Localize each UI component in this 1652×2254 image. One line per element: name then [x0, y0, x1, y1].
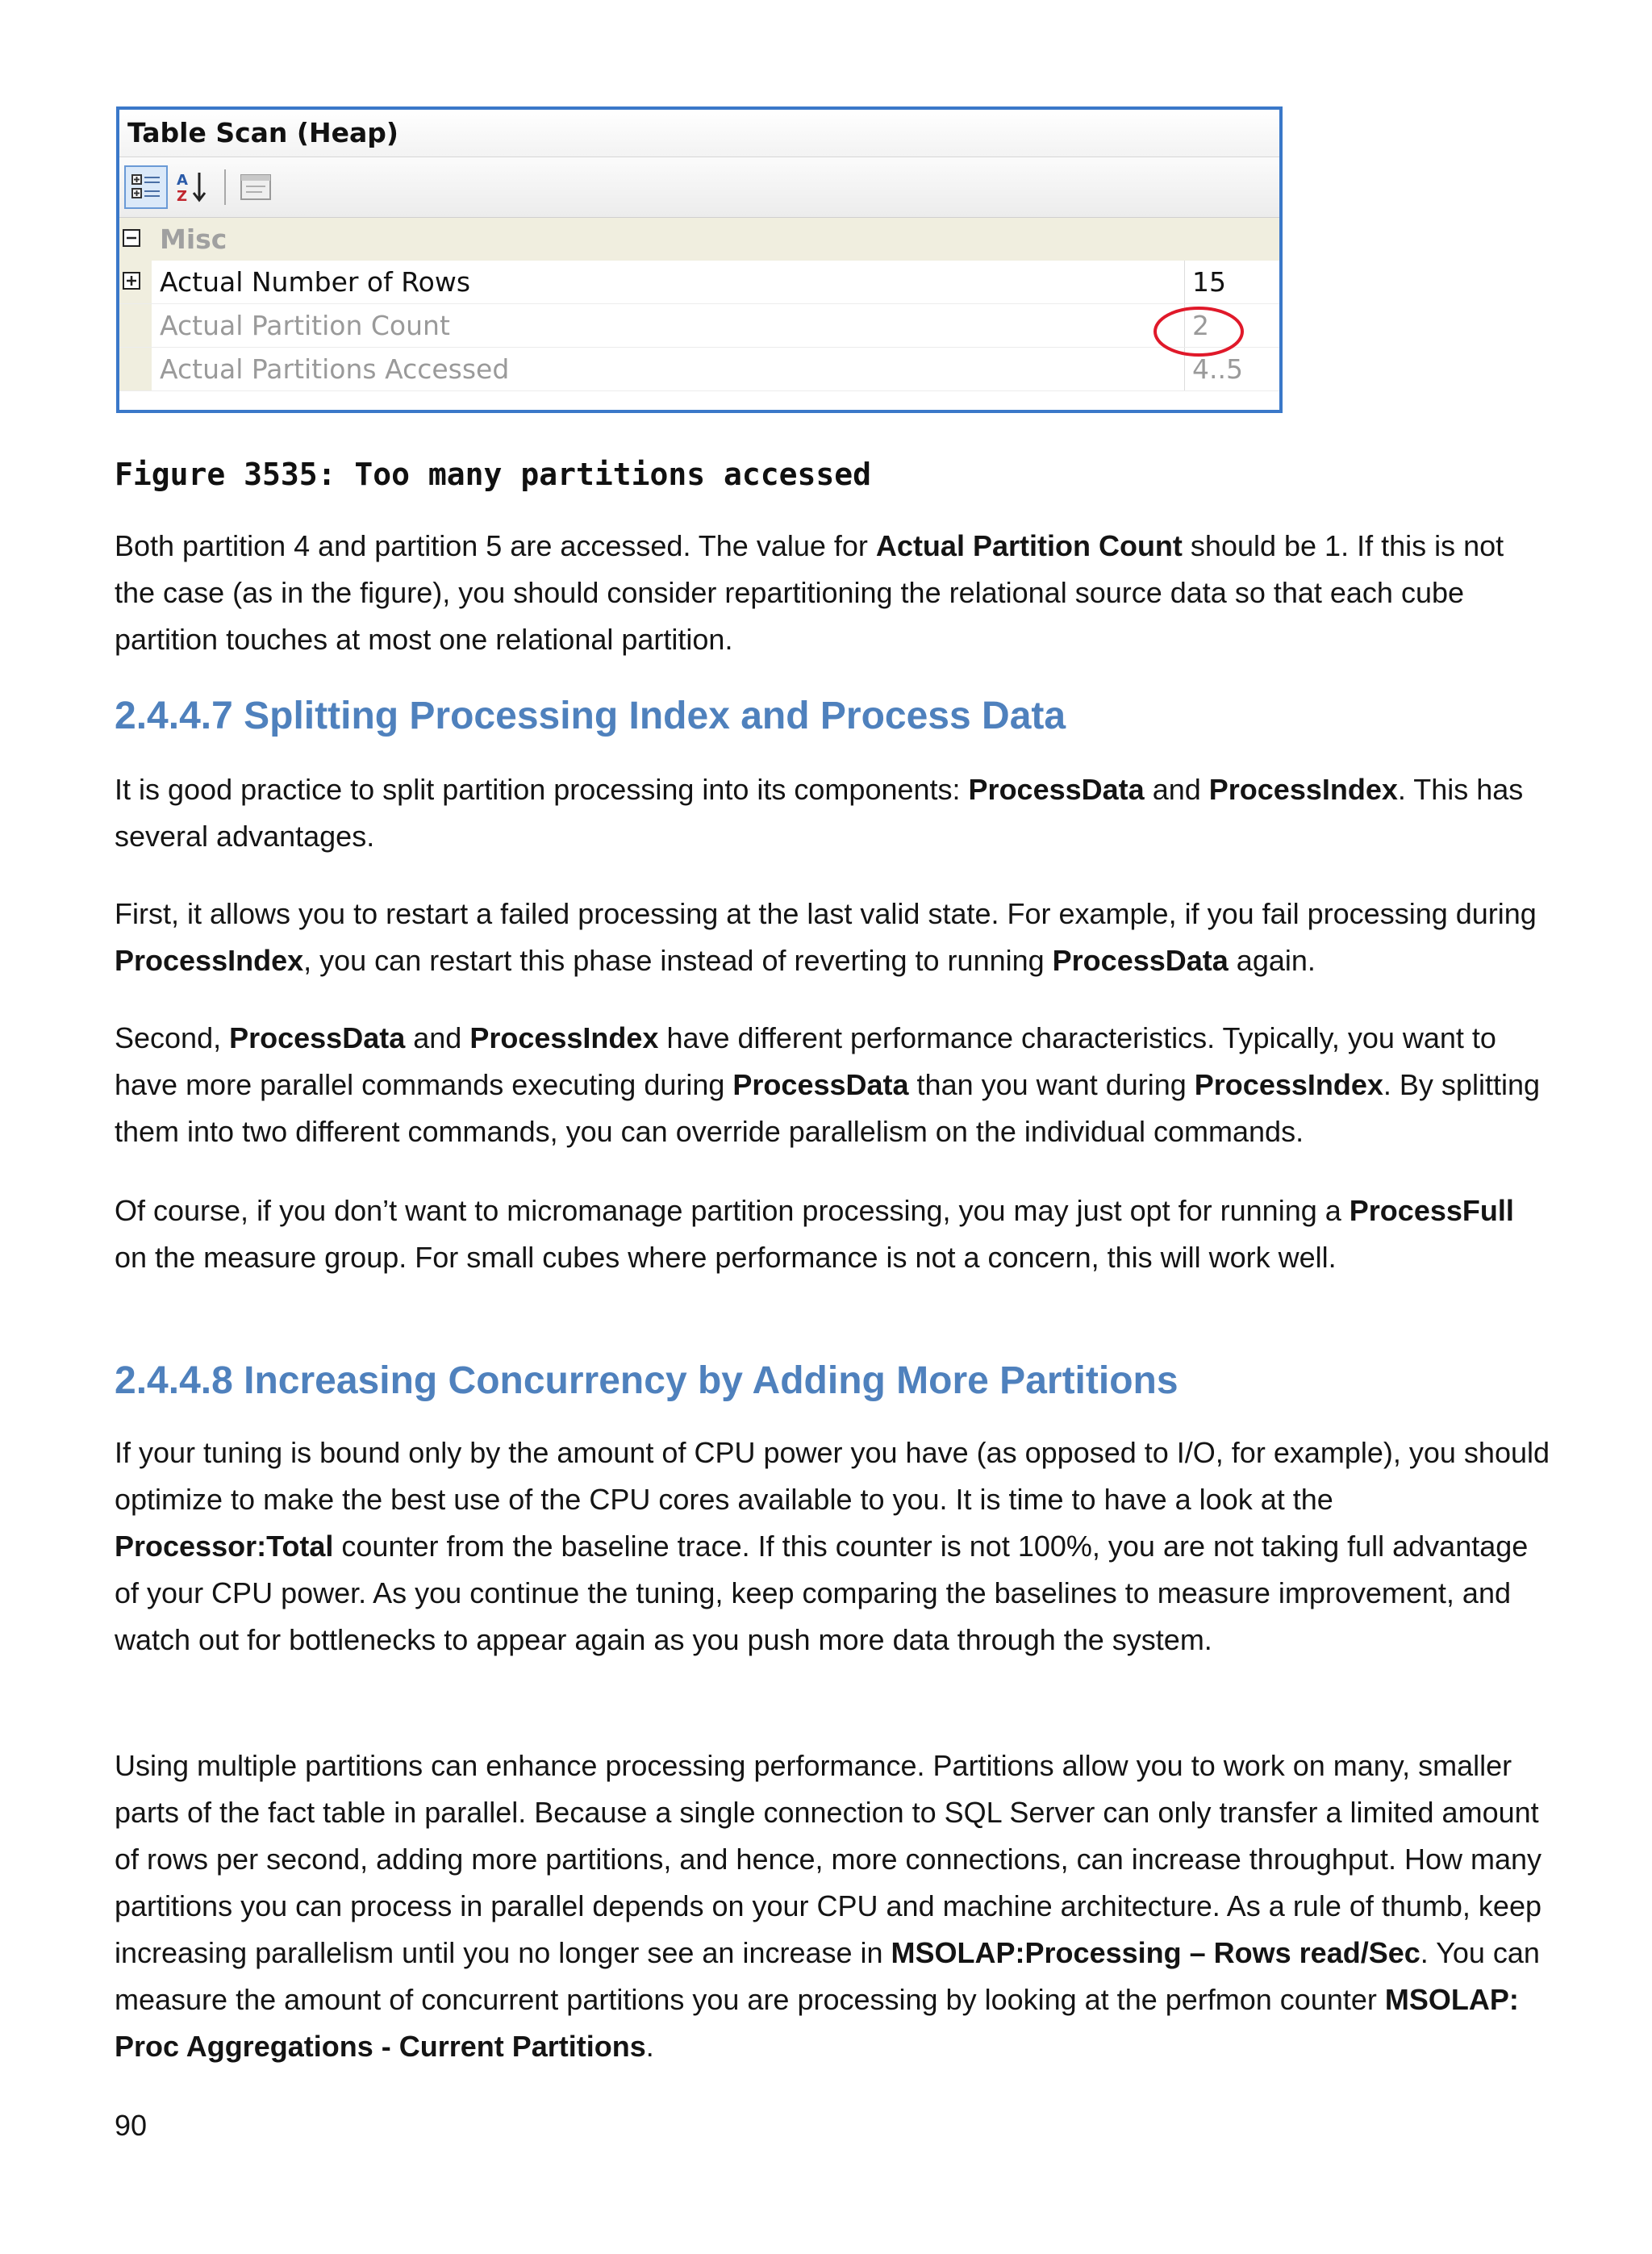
properties-toolbar — [119, 157, 1279, 218]
categorized-button[interactable] — [124, 165, 168, 209]
paragraph: Second, ProcessData and ProcessIndex have different performance characteristics. Typically, you want to have more parallel commands executing during ProcessData than you want during ProcessIndex. By splitting them into two different commands, you can override parallelism on the individual commands. — [115, 1021, 1540, 1148]
property-pages-button[interactable] — [234, 165, 277, 209]
category-row-misc[interactable] — [119, 218, 1279, 261]
alphabetical-button[interactable] — [171, 165, 215, 209]
section-heading: 2.4.4.7 Splitting Processing Index and Process Data — [115, 695, 1066, 737]
paragraph: It is good practice to split partition processing into its components: ProcessData and ProcessIndex. This has several advantages. — [115, 773, 1524, 853]
section-heading: 2.4.4.8 Increasing Concurrency by Adding More Partitions — [115, 1359, 1179, 1402]
paragraph: First, it allows you to restart a failed processing at the last valid state. For example, if you fail processing during ProcessIndex, you can restart this phase instead of reverting to running ProcessData again. — [115, 897, 1537, 977]
property-value: 4..5 — [1192, 353, 1243, 385]
property-row[interactable] — [119, 304, 1279, 348]
toolbar-separator — [224, 169, 226, 205]
categorized-icon — [130, 171, 162, 203]
paragraph: If your tuning is bound only by the amount of CPU power you have (as opposed to I/O, for example), you should optimize to make the best use of the CPU cores available to you. It is time to have a look at the Processor:Total counter from the baseline trace. If this counter is not 100%, you are not taking full advantage of your CPU power. As you continue the tuning, keep comparing the baselines to measure improvement, and watch out for bottlenecks to appear again as you push more data through the system. — [115, 1436, 1550, 1656]
alphabetical-sort-icon — [175, 169, 211, 205]
category-label: Misc — [160, 223, 227, 255]
svg-text:Z: Z — [177, 188, 188, 205]
svg-text:A: A — [177, 172, 188, 189]
page-number: 90 — [115, 2109, 148, 2142]
property-row[interactable] — [119, 348, 1279, 391]
paragraph: Of course, if you don’t want to micromanage partition processing, you may just opt for running a ProcessFull on the measure group. For small cubes where performance is not a concern, this will work well. — [115, 1194, 1514, 1274]
expand-icon[interactable] — [123, 272, 140, 290]
property-pages-icon — [238, 171, 273, 203]
highlight-circle — [1152, 305, 1245, 358]
property-name: Actual Number of Rows — [160, 266, 471, 298]
collapse-icon[interactable] — [123, 229, 140, 247]
properties-title: Table Scan (Heap) — [119, 110, 1279, 157]
property-name: Actual Partitions Accessed — [160, 353, 510, 385]
paragraph: Using multiple partitions can enhance processing performance. Partitions allow you to work on many, smaller parts of the fact table in parallel. Because a single connection to SQL Server can only transfer a limited amount of rows per second, adding more partitions, and hence, more connections, can increase throughput. How many partitions you can process in parallel depends on your CPU and machine architecture. As a rule of thumb, keep increasing parallelism until you no longer see an increase in MSOLAP:Processing – Rows read/Sec. You can measure the amount of concurrent partitions you are processing by looking at the perfmon counter MSOLAP: Proc Aggregations - Current Partitions. — [115, 1749, 1541, 2063]
paragraph: Both partition 4 and partition 5 are accessed. The value for Actual Partition Count should be 1. If this is not the case (as in the figure), you should consider repartitioning the relational source data so that each cube partition touches at most one relational partition. — [115, 529, 1504, 656]
properties-window — [116, 106, 1283, 413]
figure-caption: Figure 3535: Too many partitions accessed — [115, 457, 871, 492]
property-value: 15 — [1192, 266, 1226, 298]
property-value: 2 — [1192, 310, 1209, 341]
property-row[interactable] — [119, 261, 1279, 304]
property-name: Actual Partition Count — [160, 310, 450, 341]
